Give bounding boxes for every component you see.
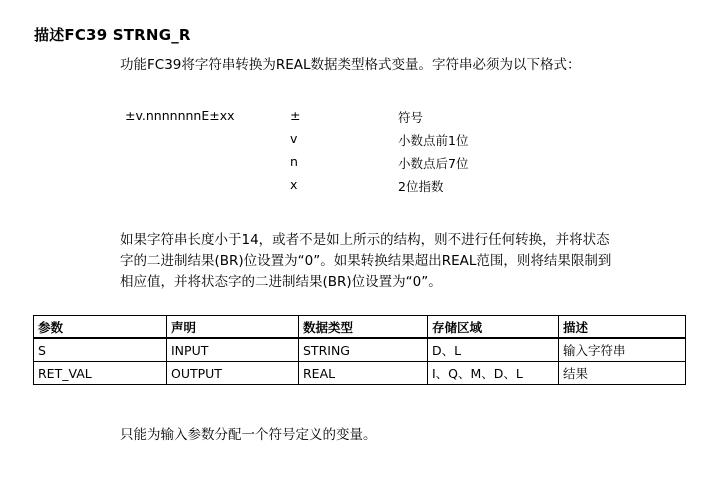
- table-cell: S: [34, 338, 167, 362]
- table-cell: REAL: [299, 362, 428, 385]
- format-symbol: n: [290, 154, 298, 169]
- parameter-table: [33, 315, 686, 385]
- footer-note: 只能为输入参数分配一个符号定义的变量。: [120, 427, 377, 443]
- note-line: 字的二进制结果(BR)位设置为“0”。如果转换结果超出REAL范围，则将结果限制到: [120, 253, 612, 269]
- table-cell: 结果: [559, 362, 686, 385]
- format-symbol: v: [290, 131, 298, 146]
- format-description: 2位指数: [398, 179, 444, 194]
- format-description: 符号: [398, 110, 424, 125]
- table-row: [34, 362, 686, 385]
- format-code: ±v.nnnnnnnE±xx: [125, 108, 235, 123]
- format-symbol: x: [290, 177, 298, 192]
- table-cell: D、L: [428, 338, 559, 362]
- table-cell: INPUT: [167, 338, 299, 362]
- format-symbol: ±: [290, 108, 301, 123]
- section-heading: 描述FC39 STRNG_R: [34, 26, 191, 44]
- table-cell: OUTPUT: [167, 362, 299, 385]
- table-row: [34, 338, 686, 362]
- header-cell: 声明: [167, 316, 299, 339]
- format-description: 小数点后7位: [398, 156, 469, 171]
- header-cell: 数据类型: [299, 316, 428, 339]
- table-cell: RET_VAL: [34, 362, 167, 385]
- intro-paragraph: 功能FC39将字符串转换为REAL数据类型格式变量。字符串必须为以下格式：: [120, 57, 581, 73]
- note-line: 相应值，并将状态字的二进制结果(BR)位设置为“0”。: [120, 274, 442, 290]
- header-cell: 描述: [559, 316, 686, 339]
- note-line: 如果字符串长度小于14，或者不是如上所示的结构，则不进行任何转换，并将状态: [120, 232, 610, 248]
- table-header-row: [34, 316, 686, 339]
- header-cell: 存储区域: [428, 316, 559, 339]
- format-description: 小数点前1位: [398, 133, 469, 148]
- table-cell: STRING: [299, 338, 428, 362]
- table-cell: 输入字符串: [559, 338, 686, 362]
- conversion-note: [120, 230, 675, 293]
- header-cell: 参数: [34, 316, 167, 339]
- table-cell: I、Q、M、D、L: [428, 362, 559, 385]
